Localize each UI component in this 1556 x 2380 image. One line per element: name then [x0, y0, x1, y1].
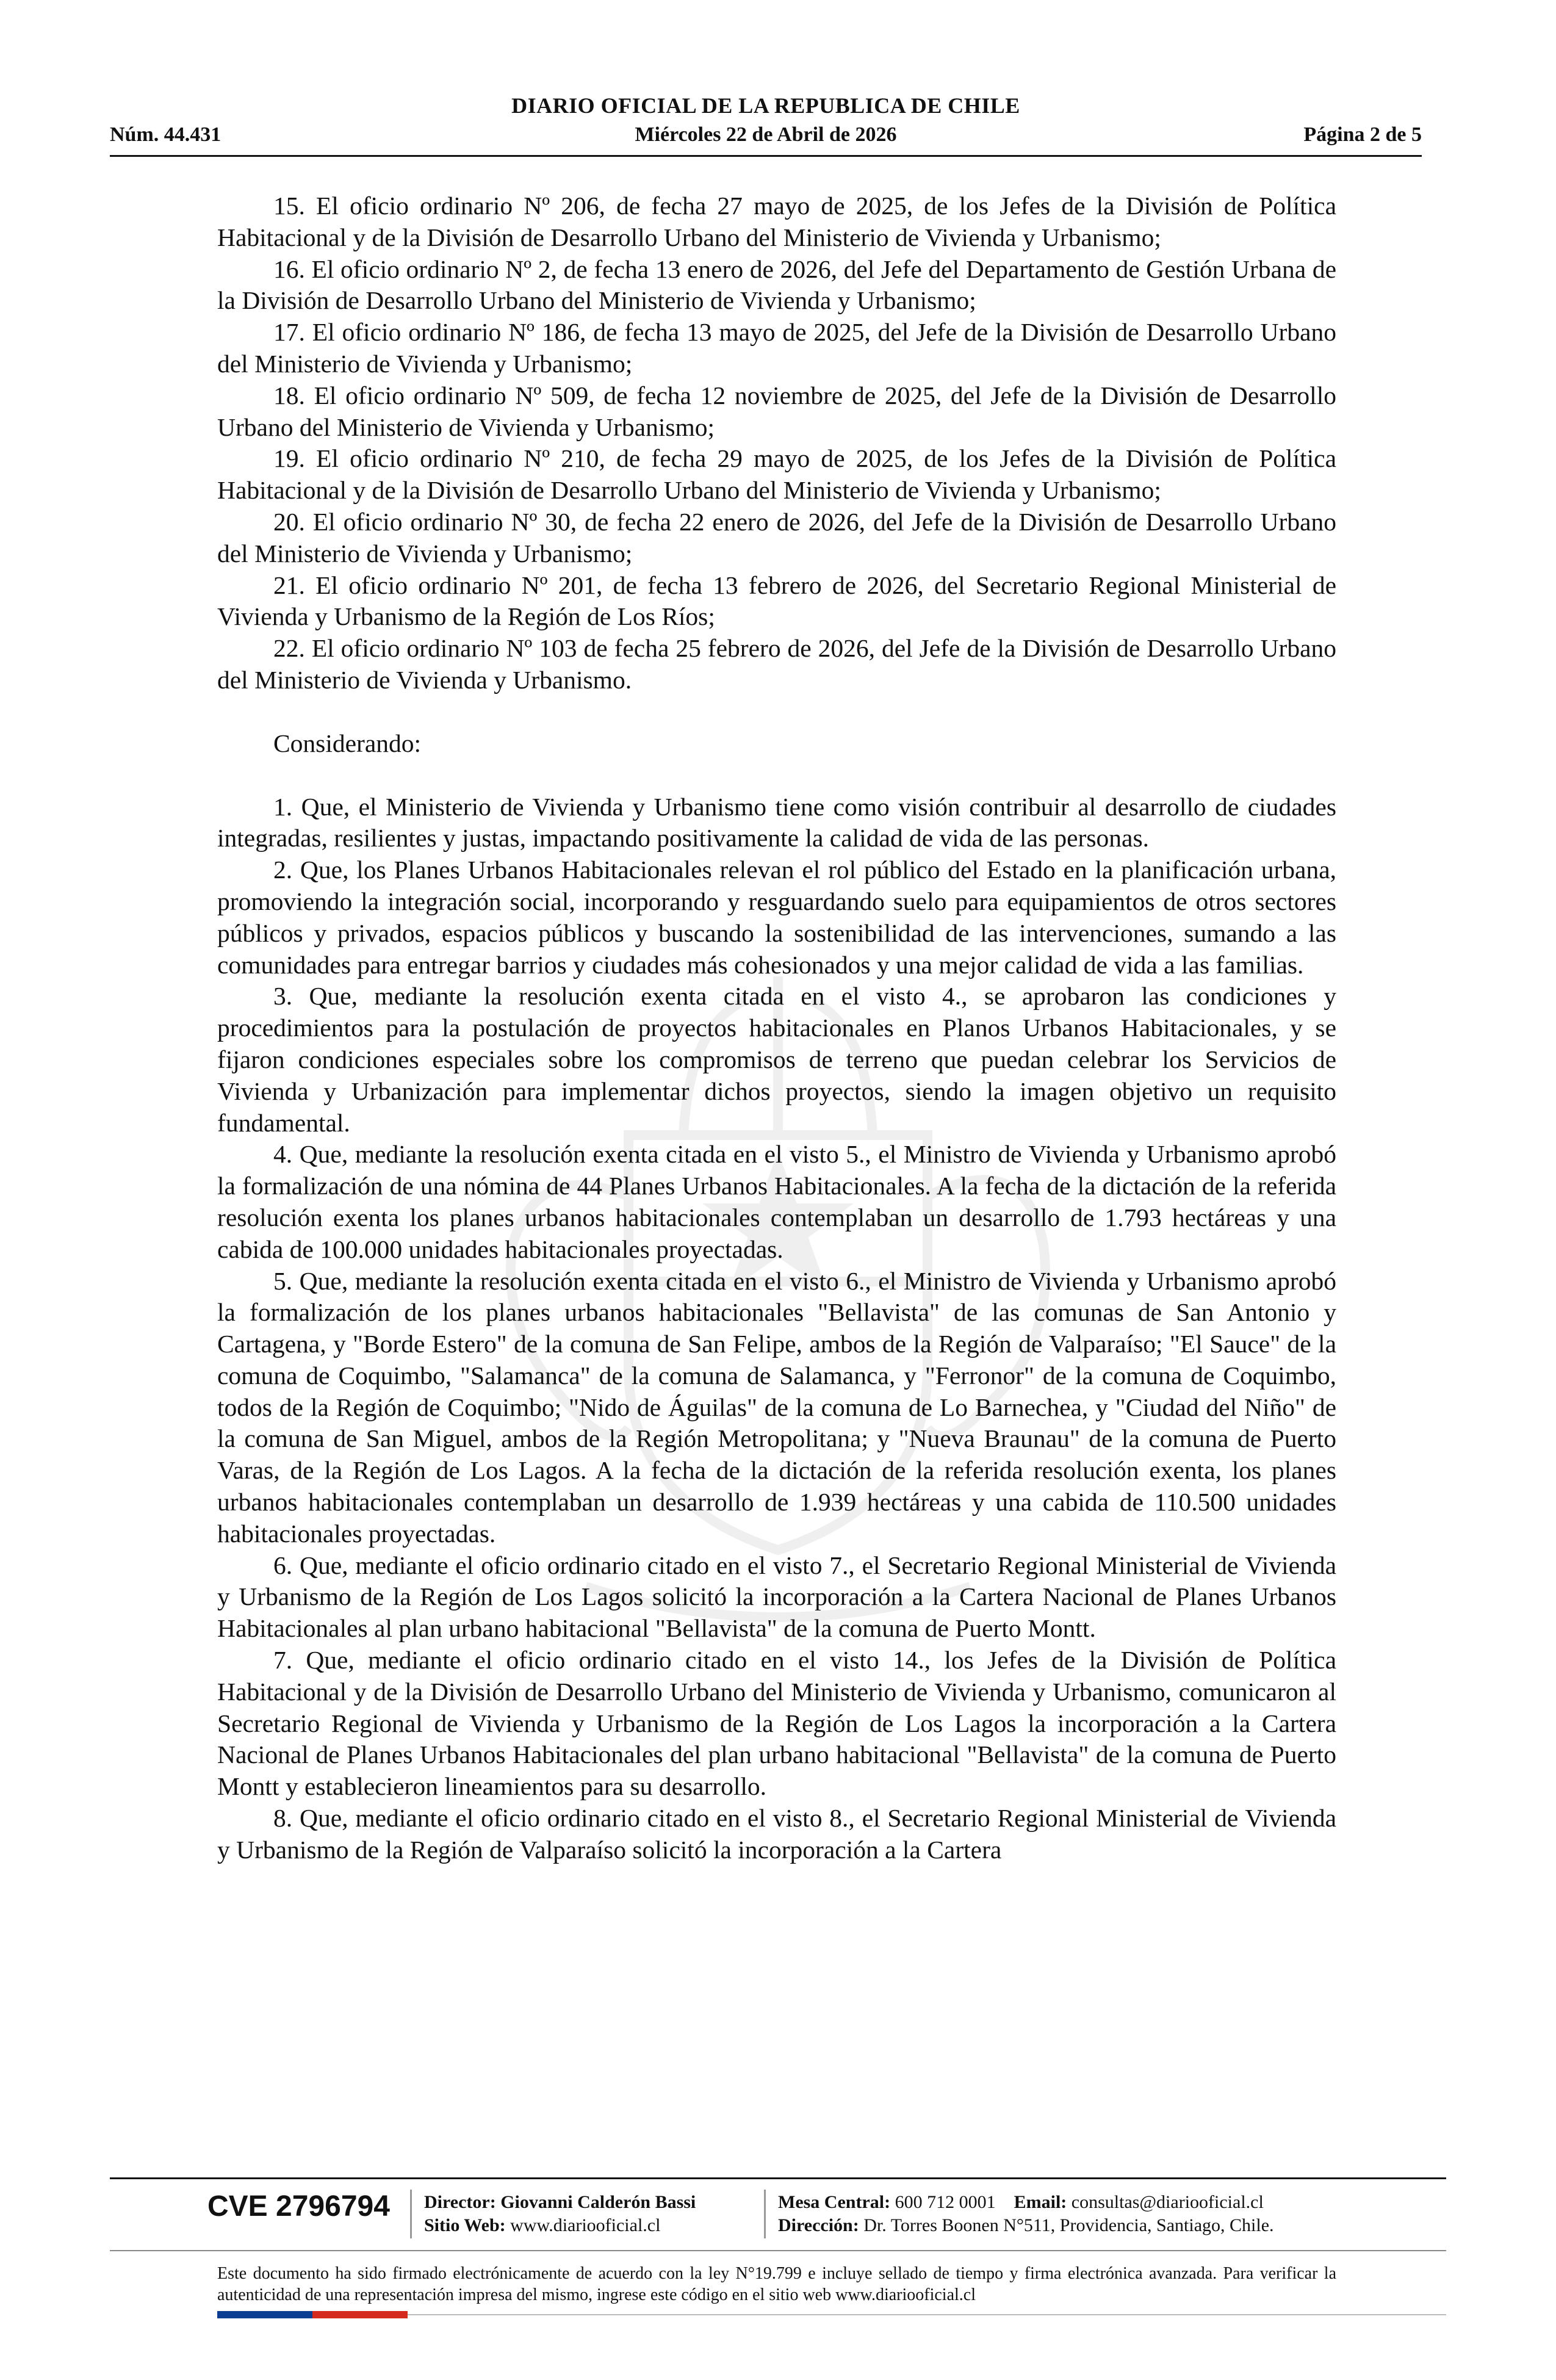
considerando-paragraph: 7. Que, mediante el oficio ordinario citado en el visto 14., los Jefes de la División de Política Habitacional y de la División de Desarrollo Urbano del Ministerio de Vivienda y Urbanismo, comunicaron al Secretario Regional de Vivienda y Urbanismo de la Región de Los Lagos la incorporación a la Cartera Nacional de Planes Urbanos Habitacionales del plan urbano habitacional "Bellavista" de la comuna de Puerto Montt y establecieron lineamientos para su desarrollo. [217, 1646, 1336, 1801]
visto-paragraph: 21. El oficio ordinario Nº 201, de fecha 13 febrero de 2026, del Secretario Regional Ministerial de Vivienda y Urbanismo de la Región de Los Ríos; [217, 571, 1336, 631]
considerando-paragraph: 6. Que, mediante el oficio ordinario citado en el visto 7., el Secretario Regional Ministerial de Vivienda y Urbanismo de la Región de Los Lagos solicitó la incorporación a la Cartera Nacional de Planes Urbanos Habitacionales al plan urbano habitacional "Bellavista" de la comuna de Puerto Montt. [217, 1551, 1336, 1643]
visto-paragraph: 19. El oficio ordinario Nº 210, de fecha 29 mayo de 2025, de los Jefes de la División de Política Habitacional y de la División de Desarrollo Urbano del Ministerio de Vivienda y Urbanismo; [217, 444, 1336, 505]
header-divider [110, 155, 1422, 157]
flag-red-segment [312, 2311, 408, 2318]
contact-block [778, 2191, 1274, 2237]
website-link[interactable]: www.diariooficial.cl [510, 2215, 661, 2235]
visto-paragraph: 17. El oficio ordinario Nº 186, de fecha 13 mayo de 2025, del Jefe de la División de Desarrollo Urbano del Ministerio de Vivienda y Urbanismo; [217, 318, 1336, 378]
visto-paragraph: 22. El oficio ordinario Nº 103 de fecha 25 febrero de 2026, del Jefe de la División de Desarrollo Urbano del Ministerio de Vivienda y Urbanismo. [217, 634, 1336, 694]
website-label: Sitio Web: [424, 2215, 506, 2235]
cve-code: CVE 2796794 [207, 2190, 390, 2223]
footer-separator [410, 2190, 412, 2238]
visto-paragraph: 18. El oficio ordinario Nº 509, de fecha 12 noviembre de 2025, del Jefe de la División de Desarrollo Urbano del Ministerio de Vivienda y Urbanismo; [217, 381, 1336, 441]
page-indicator: Página 2 de 5 [1303, 123, 1422, 146]
mesa-value: 600 712 0001 [895, 2192, 996, 2212]
visto-paragraph: 20. El oficio ordinario Nº 30, de fecha 22 enero de 2026, del Jefe de la División de Desarrollo Urbano del Ministerio de Vivienda y Urbanismo; [217, 507, 1336, 568]
footer-divider-top [110, 2177, 1446, 2179]
director-name: Giovanni Calderón Bassi [500, 2192, 696, 2212]
considerando-heading: Considerando: [273, 729, 422, 757]
visto-paragraph: 15. El oficio ordinario Nº 206, de fecha 27 mayo de 2025, de los Jefes de la División de Política Habitacional y de la División de Desarrollo Urbano del Ministerio de Vivienda y Urbanismo; [217, 192, 1336, 251]
director-block [424, 2191, 696, 2237]
email-label: Email: [1014, 2192, 1067, 2212]
flag-color-bar [217, 2311, 408, 2318]
address-label: Dirección: [778, 2215, 859, 2235]
director-label: Director: [424, 2192, 496, 2212]
considerando-paragraph: 1. Que, el Ministerio de Vivienda y Urbanismo tiene como visión contribuir al desarrollo de ciudades integradas, resilientes y justas, impactando positivamente la calidad de vida de las personas. [217, 792, 1336, 853]
legal-notice: Este documento ha sido firmado electrónicamente de acuerdo con la ley N°19.799 e incluye sellado de tiempo y firma electrónica avanzada. Para verificar la autenticidad de una representación impresa del mismo, ingrese este código en el sitio web www.diariooficial.cl [217, 2264, 1336, 2304]
considerando-paragraph: 5. Que, mediante la resolución exenta citada en el visto 6., el Ministro de Vivienda y Urbanismo aprobó la formalización de los planes urbanos habitacionales "Bellavista" de las comunas de San Antonio y Cartagena, y "Borde Estero" de la comuna de San Felipe, ambos de la Región de Valparaíso; "El Sauce" de la comuna de Coquimbo, "Salamanca" de la comuna de Salamanca, y "Ferronor" de la comuna de Coquimbo, todos de la Región de Coquimbo; "Nido de Águilas" de la comuna de Lo Barnechea, y "Ciudad del Niño" de la comuna de San Miguel, ambos de la Región Metropolitana; y "Nueva Braunau" de la comuna de Puerto Varas, de la Región de Los Lagos. A la fecha de la dictación de la referida resolución exenta, los planes urbanos habitacionales contemplaban un desarrollo de 1.939 hectáreas y una cabida de 110.500 unidades habitacionales proyectadas. [217, 1266, 1336, 1548]
issue-date: Miércoles 22 de Abril de 2026 [635, 123, 897, 146]
mesa-label: Mesa Central: [778, 2192, 891, 2212]
considerando-paragraph: 2. Que, los Planes Urbanos Habitacionales relevan el rol público del Estado en la planificación urbana, promoviendo la integración social, incorporando y resguardando suelo para equipamientos de otros sectores públicos y privados, espacios públicos y buscando la sostenibilidad de las intervenciones, sumando a las comunidades para entregar barrios y ciudades más cohesionados y una mejor calidad de vida a las familias. [217, 856, 1336, 979]
footer-divider-bottom [408, 2314, 1446, 2315]
visto-paragraph: 16. El oficio ordinario Nº 2, de fecha 13 enero de 2026, del Jefe del Departamento de Gestión Urbana de la División de Desarrollo Urbano del Ministerio de Vivienda y Urbanismo; [217, 254, 1336, 315]
flag-blue-segment [217, 2311, 312, 2318]
issue-number: Núm. 44.431 [110, 123, 222, 146]
footer-separator [764, 2190, 766, 2238]
email-link[interactable]: consultas@diariooficial.cl [1071, 2192, 1264, 2212]
considerando-paragraph: 3. Que, mediante la resolución exenta citada en el visto 4., se aprobaron las condiciones y procedimientos para la postulación de proyectos habitacionales en Planos Urbanos Habitacionales, y se fijaron condiciones especiales sobre los compromisos de terreno que puedan celebrar los Servicios de Vivienda y Urbanización para implementar dichos proyectos, siendo la imagen objetivo un requisito fundamental. [217, 982, 1336, 1137]
considerando-paragraph: 8. Que, mediante el oficio ordinario citado en el visto 8., el Secretario Regional Ministerial de Vivienda y Urbanismo de la Región de Valparaíso solicitó la incorporación a la Cartera [217, 1804, 1336, 1864]
considerando-paragraph: 4. Que, mediante la resolución exenta citada en el visto 5., el Ministro de Vivienda y Urbanismo aprobó la formalización de una nómina de 44 Planes Urbanos Habitacionales. A la fecha de la dictación de la referida resolución exenta los planes urbanos habitacionales contemplaban un desarrollo de 1.793 hectáreas y una cabida de 100.000 unidades habitacionales proyectadas. [217, 1140, 1336, 1263]
newspaper-title: DIARIO OFICIAL DE LA REPUBLICA DE CHILE [511, 93, 1020, 118]
document-body [217, 190, 1336, 1866]
page-header [110, 93, 1422, 161]
footer-divider-mid [110, 2250, 1446, 2251]
address-value: Dr. Torres Boonen N°511, Providencia, Santiago, Chile. [863, 2215, 1274, 2235]
